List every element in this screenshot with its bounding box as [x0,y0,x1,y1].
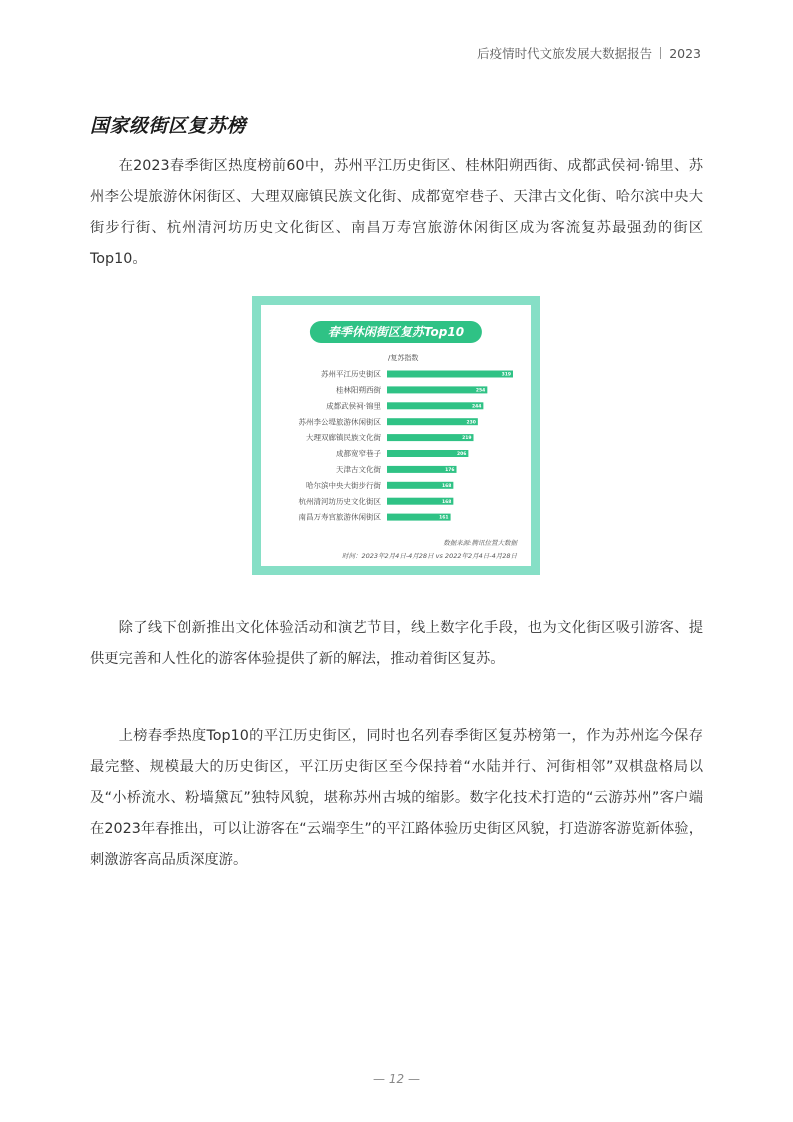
chart-panel [261,305,531,566]
chart-title: 春季休闲街区复苏Top10 [310,321,482,343]
bar-value-label: 219 [462,436,472,442]
bar-value-label: 230 [466,420,476,426]
bar-category-label: 成都武侯祠·锦里 [326,401,381,411]
bar [387,386,487,393]
bar-value-label: 206 [456,452,467,458]
bar-category-label: 哈尔滨中央大街步行街 [306,480,381,490]
bar-value-label: 168 [441,499,452,505]
section-title: 国家级街区复苏榜 [90,115,247,137]
bar [387,371,513,378]
bar-category-label: 天津古文化街 [336,465,381,474]
report-title: 后疫情时代文旅发展大数据报告 [477,46,653,61]
bar-value-label: 319 [501,372,511,378]
bar-category-label: 苏州李公堤旅游休闲街区 [298,417,381,427]
bar-category-label: 大理双廊镇民族文化街 [306,433,381,443]
chart-axis-label: /复苏指数 [388,354,419,362]
page-number: — 12 — [373,1072,420,1086]
page-header [477,44,701,62]
bar-value-label: 244 [471,404,482,410]
bar-value-label: 168 [441,483,452,489]
bar-category-label: 桂林阳朔西街 [336,385,381,395]
bar-category-label: 杭州清河坊历史文化街区 [298,496,381,506]
bar [387,434,474,441]
bar-value-label: 176 [445,468,455,473]
chart-time-range: 时间：2023年2月4日-4月28日 vs 2022年2月4日-4月28日 [342,552,517,560]
bar-chart [261,305,531,566]
paragraph-pingjiang: 上榜春季热度Top10的平江历史街区，同时也名列春季街区复苏榜第一，作为苏州迄今保存最完整、规模最大的历史街区，平江历史街区至今保持着“水陆并行、河街相邻”双棋盘格局以及“小桥流水、粉墙黛瓦”独特风貌，堪称苏州古城的缩影。数字化技术打造的“云游苏州”客户端在2023年春推出，可以让游客在“云端孪生”的平江路体验历史街区风貌，打造游客游览新体验，刺激游客高品质深度游。 [90,728,703,868]
bar [387,402,483,409]
report-year: 2023 [669,45,701,61]
bar-value-label: 254 [475,388,486,394]
bar-value-label: 161 [439,515,449,521]
bar [387,418,478,425]
paragraph-intro: 在2023春季街区热度榜前60中，苏州平江历史街区、桂林阳朔西街、成都武侯祠·锦里、苏州李公堤旅游休闲街区、大理双廊镇民族文化街、成都宽窄巷子、天津古文化街、哈尔滨中央大街步行街、杭州清河坊历史文化街区、南昌万寿宫旅游休闲街区成为客流复苏最强劲的街区Top10。 [90,158,703,267]
paragraph-digital: 除了线下创新推出文化体验活动和演艺节目，线上数字化手段，也为文化街区吸引游客、提供更完善和人性化的游客体验提供了新的解法，推动着街区复苏。 [90,620,703,667]
bar-category-label: 苏州平江历史街区 [321,369,381,379]
header-divider [660,47,661,59]
chart-frame [252,296,540,575]
chart-source: 数据来源:腾讯位置大数据 [443,539,517,547]
bar-category-label: 南昌万寿宫旅游休闲街区 [298,512,381,522]
bar-category-label: 成都宽窄巷子 [336,449,381,459]
